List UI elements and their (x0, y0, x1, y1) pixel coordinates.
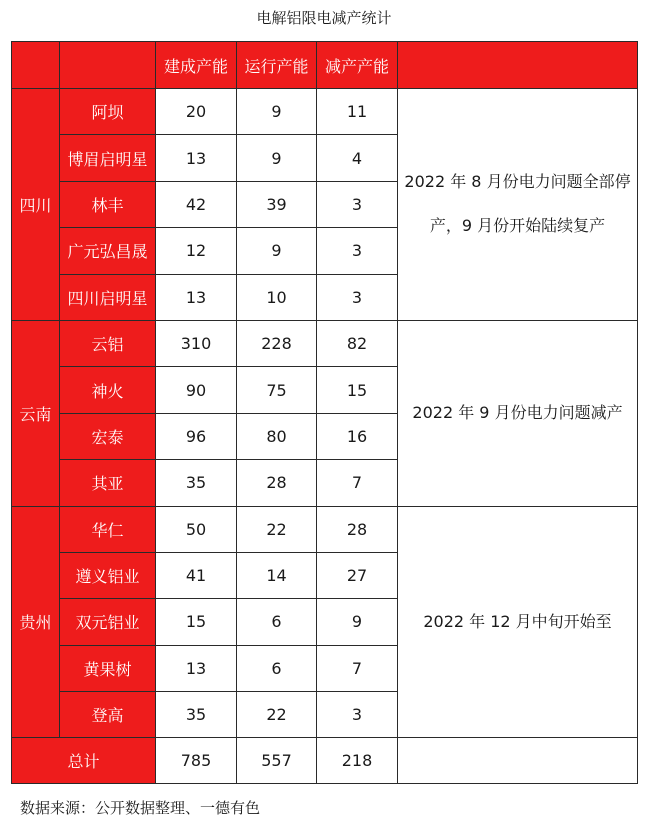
cut-capacity-cell: 4 (317, 135, 398, 181)
built-capacity-cell: 90 (156, 367, 237, 413)
table-title: 电解铝限电减产统计 (256, 9, 392, 27)
built-capacity-cell: 13 (156, 274, 237, 320)
header-corner-region (12, 42, 60, 89)
smelter-name-cell: 博眉启明星 (60, 135, 156, 181)
cut-capacity-cell: 9 (317, 599, 398, 645)
total-built-cell: 785 (156, 738, 237, 784)
cut-capacity-cell: 3 (317, 274, 398, 320)
running-capacity-cell: 39 (237, 181, 317, 227)
cut-capacity-cell: 28 (317, 506, 398, 552)
cut-capacity-cell: 3 (317, 692, 398, 738)
cut-capacity-cell: 3 (317, 228, 398, 274)
running-capacity-cell: 22 (237, 692, 317, 738)
smelter-name-cell: 黄果树 (60, 645, 156, 691)
cut-capacity-cell: 82 (317, 320, 398, 366)
capacity-table (11, 41, 638, 784)
cut-capacity-cell: 16 (317, 413, 398, 459)
region-cell: 云南 (12, 320, 60, 506)
smelter-name-cell: 林丰 (60, 181, 156, 227)
cut-capacity-cell: 15 (317, 367, 398, 413)
region-note-cell: 2022 年 12 月中旬开始至 (398, 506, 638, 738)
built-capacity-cell: 35 (156, 692, 237, 738)
built-capacity-cell: 41 (156, 552, 237, 598)
running-capacity-cell: 80 (237, 413, 317, 459)
region-cell: 四川 (12, 89, 60, 321)
built-capacity-cell: 13 (156, 645, 237, 691)
built-capacity-cell: 35 (156, 460, 237, 506)
header-corner-name (60, 42, 156, 89)
running-capacity-cell: 6 (237, 599, 317, 645)
smelter-name-cell: 四川启明星 (60, 274, 156, 320)
total-label-cell: 总计 (12, 738, 156, 784)
running-capacity-cell: 9 (237, 135, 317, 181)
running-capacity-cell: 228 (237, 320, 317, 366)
built-capacity-cell: 42 (156, 181, 237, 227)
region-cell: 贵州 (12, 506, 60, 738)
total-row (12, 738, 638, 784)
header-cut: 减产产能 (317, 42, 398, 89)
cut-capacity-cell: 27 (317, 552, 398, 598)
smelter-name-cell: 华仁 (60, 506, 156, 552)
running-capacity-cell: 28 (237, 460, 317, 506)
built-capacity-cell: 50 (156, 506, 237, 552)
header-note (398, 42, 638, 89)
header-built: 建成产能 (156, 42, 237, 89)
region-note-cell: 2022 年 8 月份电力问题全部停产，9 月份开始陆续复产 (398, 89, 638, 321)
total-running-cell: 557 (237, 738, 317, 784)
cut-capacity-cell: 7 (317, 645, 398, 691)
running-capacity-cell: 22 (237, 506, 317, 552)
smelter-name-cell: 宏泰 (60, 413, 156, 459)
smelter-name-cell: 遵义铝业 (60, 552, 156, 598)
data-source: 数据来源：公开数据整理、一德有色 (20, 799, 261, 817)
running-capacity-cell: 14 (237, 552, 317, 598)
built-capacity-cell: 12 (156, 228, 237, 274)
cut-capacity-cell: 3 (317, 181, 398, 227)
region-note-cell: 2022 年 9 月份电力问题减产 (398, 320, 638, 506)
smelter-name-cell: 其亚 (60, 460, 156, 506)
total-note-cell (398, 738, 638, 784)
cut-capacity-cell: 11 (317, 89, 398, 135)
running-capacity-cell: 9 (237, 89, 317, 135)
running-capacity-cell: 75 (237, 367, 317, 413)
built-capacity-cell: 20 (156, 89, 237, 135)
built-capacity-cell: 310 (156, 320, 237, 366)
running-capacity-cell: 9 (237, 228, 317, 274)
smelter-name-cell: 登高 (60, 692, 156, 738)
built-capacity-cell: 96 (156, 413, 237, 459)
smelter-name-cell: 双元铝业 (60, 599, 156, 645)
built-capacity-cell: 13 (156, 135, 237, 181)
cut-capacity-cell: 7 (317, 460, 398, 506)
header-row (12, 42, 638, 89)
table-row (12, 320, 638, 366)
total-cut-cell: 218 (317, 738, 398, 784)
smelter-name-cell: 云铝 (60, 320, 156, 366)
running-capacity-cell: 10 (237, 274, 317, 320)
smelter-name-cell: 广元弘昌晟 (60, 228, 156, 274)
built-capacity-cell: 15 (156, 599, 237, 645)
smelter-name-cell: 阿坝 (60, 89, 156, 135)
table-row (12, 89, 638, 135)
running-capacity-cell: 6 (237, 645, 317, 691)
smelter-name-cell: 神火 (60, 367, 156, 413)
table-row (12, 506, 638, 552)
header-running: 运行产能 (237, 42, 317, 89)
